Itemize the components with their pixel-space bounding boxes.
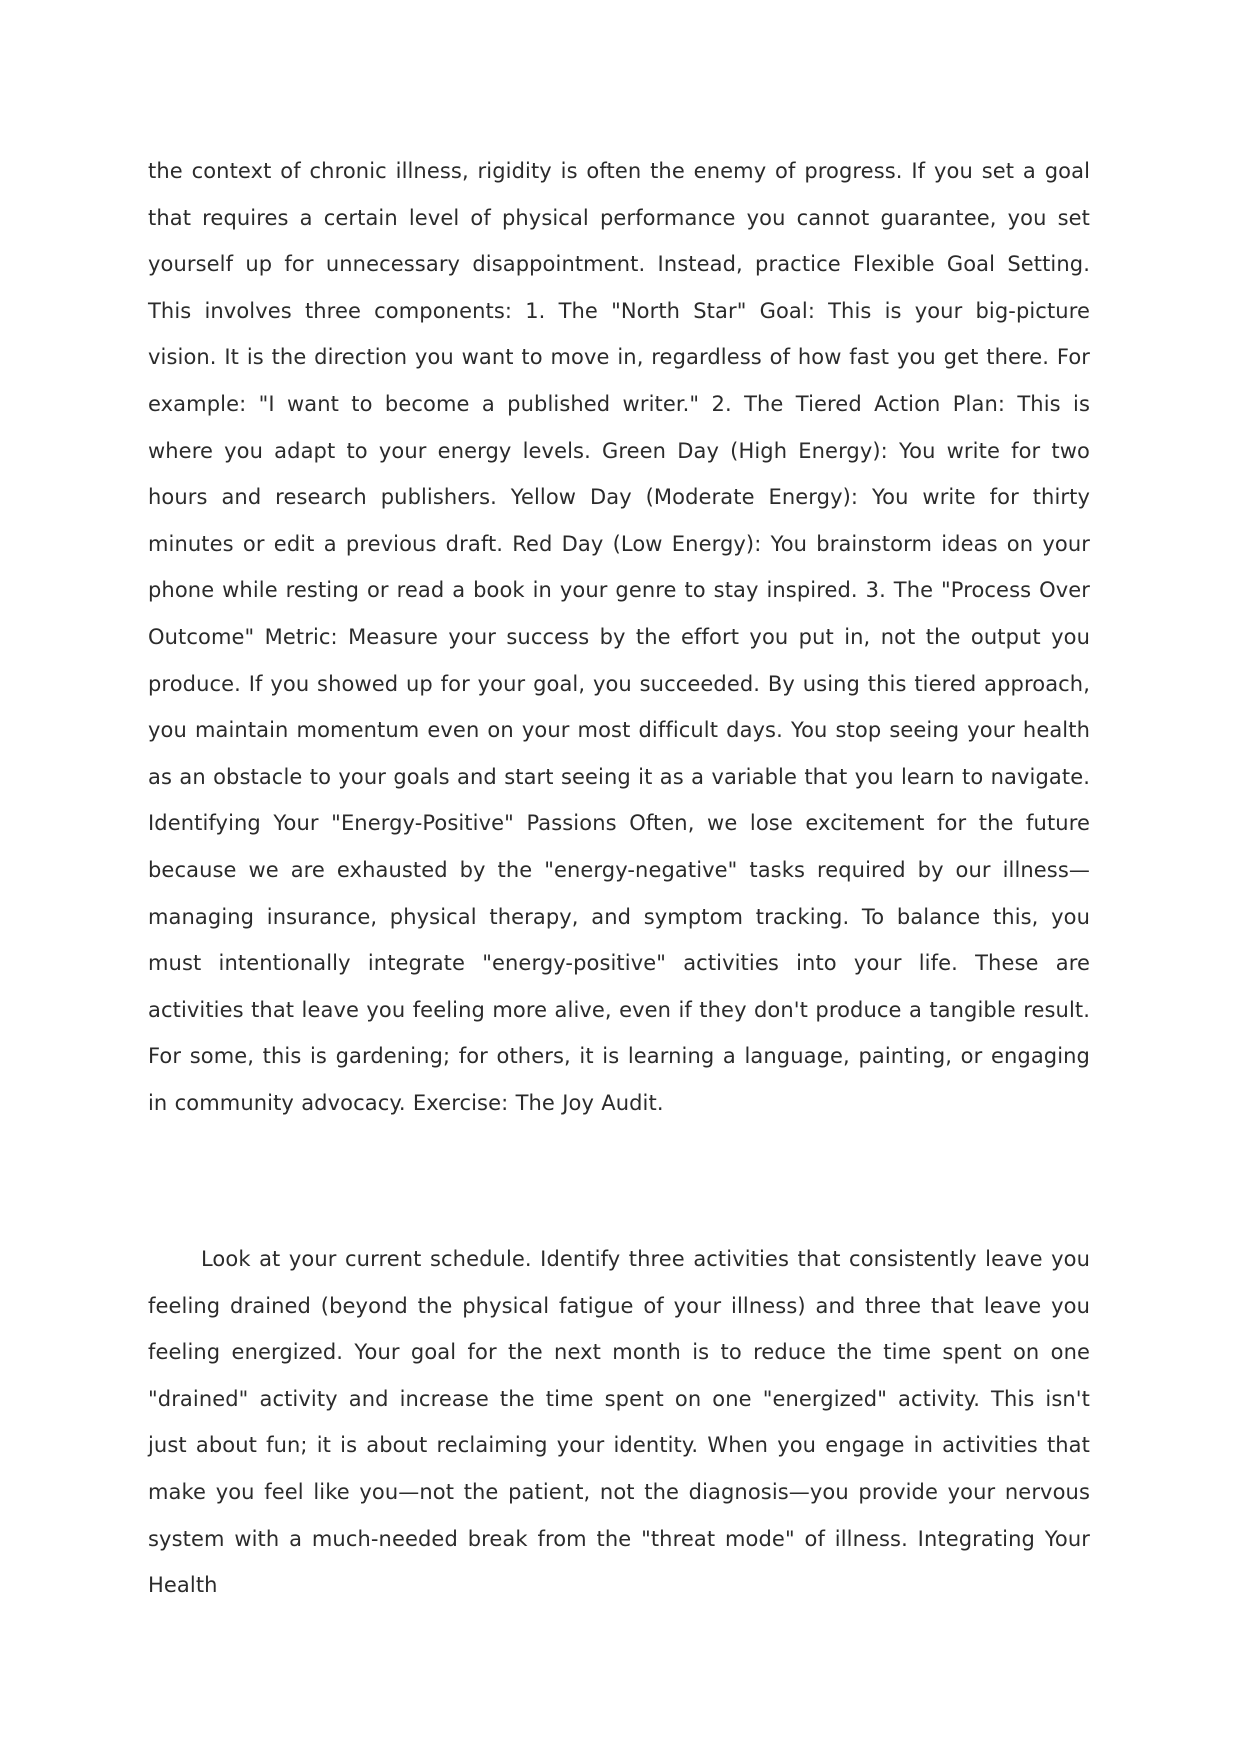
body-paragraph-1: the context of chronic illness, rigidity is often the enemy of progress. If you set a goal that requires a certain level of physical performance you cannot guarantee, you set yourself up for unnecessary disappointment. Instead, practice Flexible Goal Setting. This involves three components: 1. The "North Star" Goal: This is your big-picture vision. It is the direction you want to move in, regardless of how fast you get there. For example: "I want to become a published writer." 2. The Tiered Action Plan: This is where you adapt to your energy levels. Green Day (High Energy): You write for two hours and research publishers. Yellow Day (Moderate Energy): You write for thirty minutes or edit a previous draft. Red Day (Low Energy): You brainstorm ideas on your phone while resting or read a book in your genre to stay inspired. 3. The "Process Over Outcome" Metric: Measure your success by the effort you put in, not the output you produce. If you showed up for your goal, you succeeded. By using this tiered approach, you maintain momentum even on your most difficult days. You stop seeing your health as an obstacle to your goals and start seeing it as a variable that you learn to navigate. Identifying Your "Energy-Positive" Passions Often, we lose excitement for the future because we are exhausted by the "energy-negative" tasks required by our illness—managing insurance, physical therapy, and symptom tracking. To balance this, you must intentionally integrate "energy-positive" activities into your life. These are activities that leave you feeling more alive, even if they don't produce a tangible result. For some, this is gardening; for others, it is learning a language, painting, or engaging in community advocacy. Exercise: The Joy Audit.	[148, 159, 1090, 1115]
body-paragraph-2: Look at your current schedule. Identify three activities that consistently leave you feeling drained (beyond the physical fatigue of your illness) and three that leave you feeling energized. Your goal for the next month is to reduce the time spent on one "drained" activity and increase the time spent on one "energized" activity. This isn't just about fun; it is about reclaiming your identity. When you engage in activities that make you feel like you—not the patient, not the diagnosis—you provide your nervous system with a much-needed break from the "threat mode" of illness. Integrating Your Health	[148, 1247, 1090, 1598]
